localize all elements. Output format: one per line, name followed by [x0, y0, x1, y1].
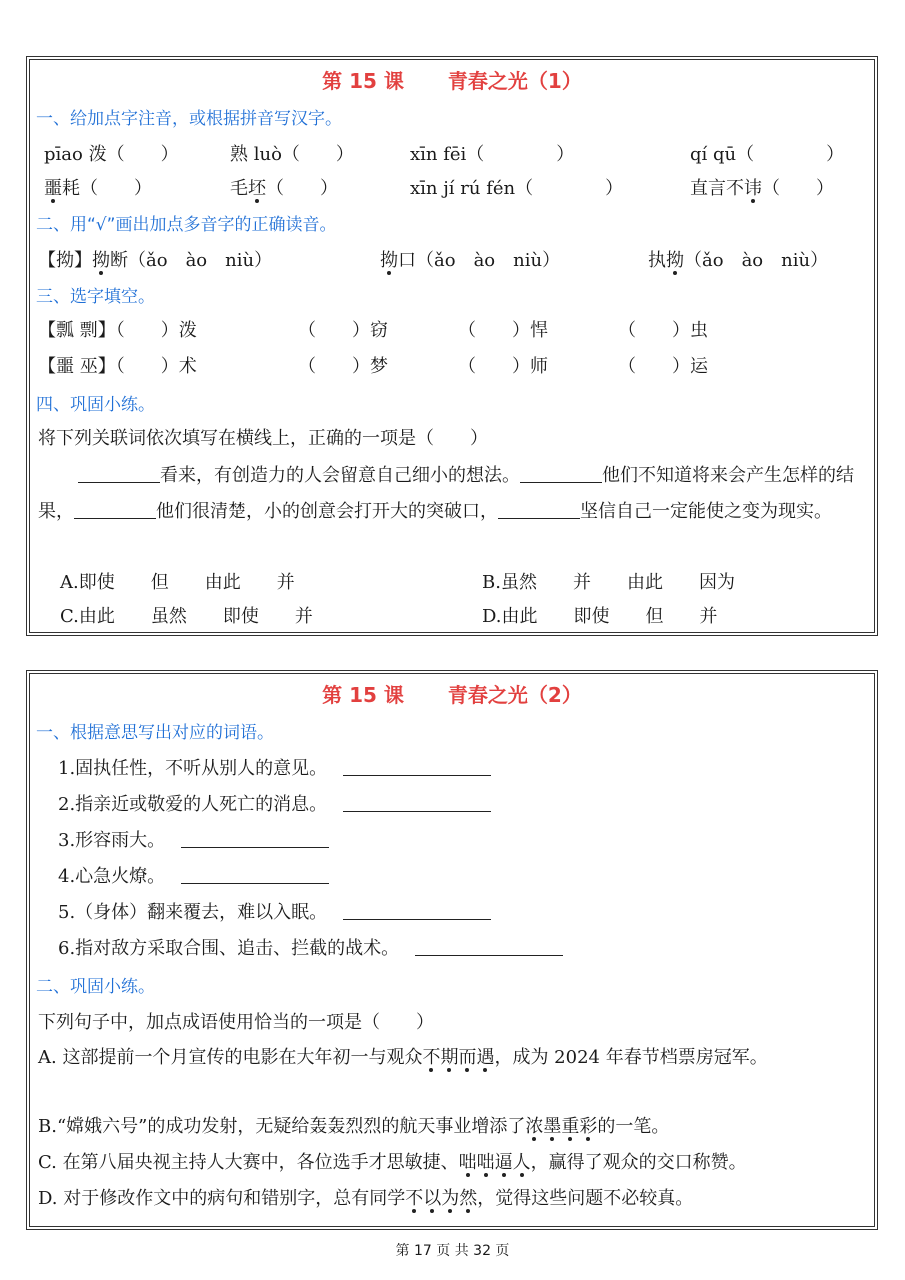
section-heading: 三、选字填空。	[36, 287, 155, 307]
dotted-char: 讳	[744, 178, 762, 199]
lesson-name: 青春之光（2）	[447, 683, 582, 707]
question-item: 【噩 巫】（ ）术	[38, 356, 197, 377]
question-item: （ ）师	[458, 356, 548, 377]
answer-blank[interactable]	[181, 829, 329, 848]
section-heading: 一、给加点字注音，或根据拼音写汉字。	[36, 109, 342, 129]
question-text: 下列句子中，加点成语使用恰当的一项是（ ）	[38, 1012, 434, 1033]
dotted-idiom: 不期而遇	[422, 1047, 495, 1068]
section-heading: 一、根据意思写出对应的词语。	[36, 723, 274, 743]
question-item: （ ）窃	[298, 320, 388, 341]
option-b[interactable]: B.“嫦娥六号”的成功发射，无疑给轰轰烈烈的航天事业增添了浓墨重彩的一笔。	[38, 1116, 670, 1137]
vocab-item: 4.心急火燎。	[30, 862, 874, 892]
panel-2-title	[30, 680, 874, 710]
answer-blank[interactable]	[498, 500, 580, 519]
choose-row-1	[30, 316, 874, 346]
question-text: 将下列关联词依次填写在横线上，正确的一项是（ ）	[38, 428, 488, 449]
vocab-item: 1.固执任性，不听从别人的意见。	[30, 754, 874, 784]
dotted-idiom: 不以为然	[405, 1188, 478, 1209]
option-d[interactable]: D. 对于修改作文中的病句和错别字，总有同学不以为然，觉得这些问题不必较真。	[38, 1188, 694, 1209]
lesson-number: 第 15 课	[322, 683, 404, 707]
question-item: pīao 泼（ ）	[44, 144, 179, 165]
dotted-idiom: 浓墨重彩	[525, 1116, 598, 1137]
polyphone-row	[30, 246, 874, 276]
choose-row-2	[30, 352, 874, 382]
option-d[interactable]: D.由此 即使 但 并	[482, 606, 718, 627]
question-item: （ ）运	[618, 356, 708, 377]
answer-blank[interactable]	[78, 464, 160, 483]
passage: 看来，有创造力的人会留意自己细小的想法。 他们不知道将来会产生怎样的结果， 他们很清楚，小的创意会打开大的突破口， 坚信自己一定能使之变为现实。	[38, 465, 854, 522]
exercise-panel-2	[26, 670, 878, 1230]
question-item: xīn jí rú fén（ ）	[410, 178, 624, 199]
question-item: （ ）悍	[458, 320, 548, 341]
question-item: 毛坯（ ）	[230, 178, 338, 199]
answer-blank[interactable]	[343, 757, 491, 776]
vocab-item: 6.指对敌方采取合围、追击、拦截的战术。	[30, 934, 874, 964]
question-item: 执拗（ǎo ào niù）	[648, 250, 829, 271]
question-item: 【瓢 剽】（ ）泼	[38, 320, 197, 341]
lesson-name: 青春之光（1）	[447, 69, 582, 93]
dotted-char: 拗	[92, 250, 110, 271]
dotted-char: 坯	[248, 178, 266, 199]
vocab-item: 5.（身体）翻来覆去，难以入眠。	[30, 898, 874, 928]
vocab-item: 2.指亲近或敬爱的人死亡的消息。	[30, 790, 874, 820]
answer-blank[interactable]	[520, 464, 602, 483]
section-heading: 二、用“√”画出加点多音字的正确读音。	[36, 215, 337, 235]
question-item: 熟 luò（ ）	[230, 144, 354, 165]
lesson-number: 第 15 课	[322, 69, 404, 93]
pinyin-row-2	[30, 174, 874, 204]
dotted-char: 噩	[44, 178, 62, 199]
question-item: （ ）梦	[298, 356, 388, 377]
dotted-char: 拗	[666, 250, 684, 271]
section-heading: 二、巩固小练。	[36, 977, 155, 997]
option-c[interactable]: C. 在第八届央视主持人大赛中，各位选手才思敏捷、咄咄逼人，赢得了观众的交口称赞。	[38, 1152, 747, 1173]
exercise-panel-1	[26, 56, 878, 636]
answer-blank[interactable]	[415, 937, 563, 956]
answer-blank[interactable]	[343, 793, 491, 812]
page-number: 第 17 页 共 32 页	[395, 1243, 510, 1259]
option-a[interactable]: A.即使 但 由此 并	[60, 572, 295, 593]
answer-blank[interactable]	[181, 865, 329, 884]
question-item: 直言不讳（ ）	[690, 178, 834, 199]
answer-blank[interactable]	[343, 901, 491, 920]
answer-blank[interactable]	[74, 500, 156, 519]
dotted-char: 拗	[380, 250, 398, 271]
options-row-1	[30, 568, 874, 598]
option-c[interactable]: C.由此 虽然 即使 并	[60, 606, 313, 627]
pinyin-row-1	[30, 140, 874, 170]
dotted-idiom: 咄咄逼人	[458, 1152, 531, 1173]
question-item: 拗口（ǎo ào niù）	[380, 250, 561, 271]
question-item: （ ）虫	[618, 320, 708, 341]
option-b[interactable]: B.虽然 并 由此 因为	[482, 572, 735, 593]
question-item: qí qū（ ）	[690, 144, 845, 165]
option-a[interactable]: A. 这部提前一个月宣传的电影在大年初一与观众不期而遇，成为 2024 年春节档票房冠军。	[38, 1047, 768, 1068]
question-item: 噩耗（ ）	[44, 178, 152, 199]
vocab-item: 3.形容雨大。	[30, 826, 874, 856]
panel-1-title	[30, 66, 874, 96]
question-item: xīn fēi（ ）	[410, 144, 575, 165]
section-heading: 四、巩固小练。	[36, 395, 155, 415]
options-row-2	[30, 602, 874, 632]
question-item: 【拗】拗断（ǎo ào niù）	[38, 250, 273, 271]
